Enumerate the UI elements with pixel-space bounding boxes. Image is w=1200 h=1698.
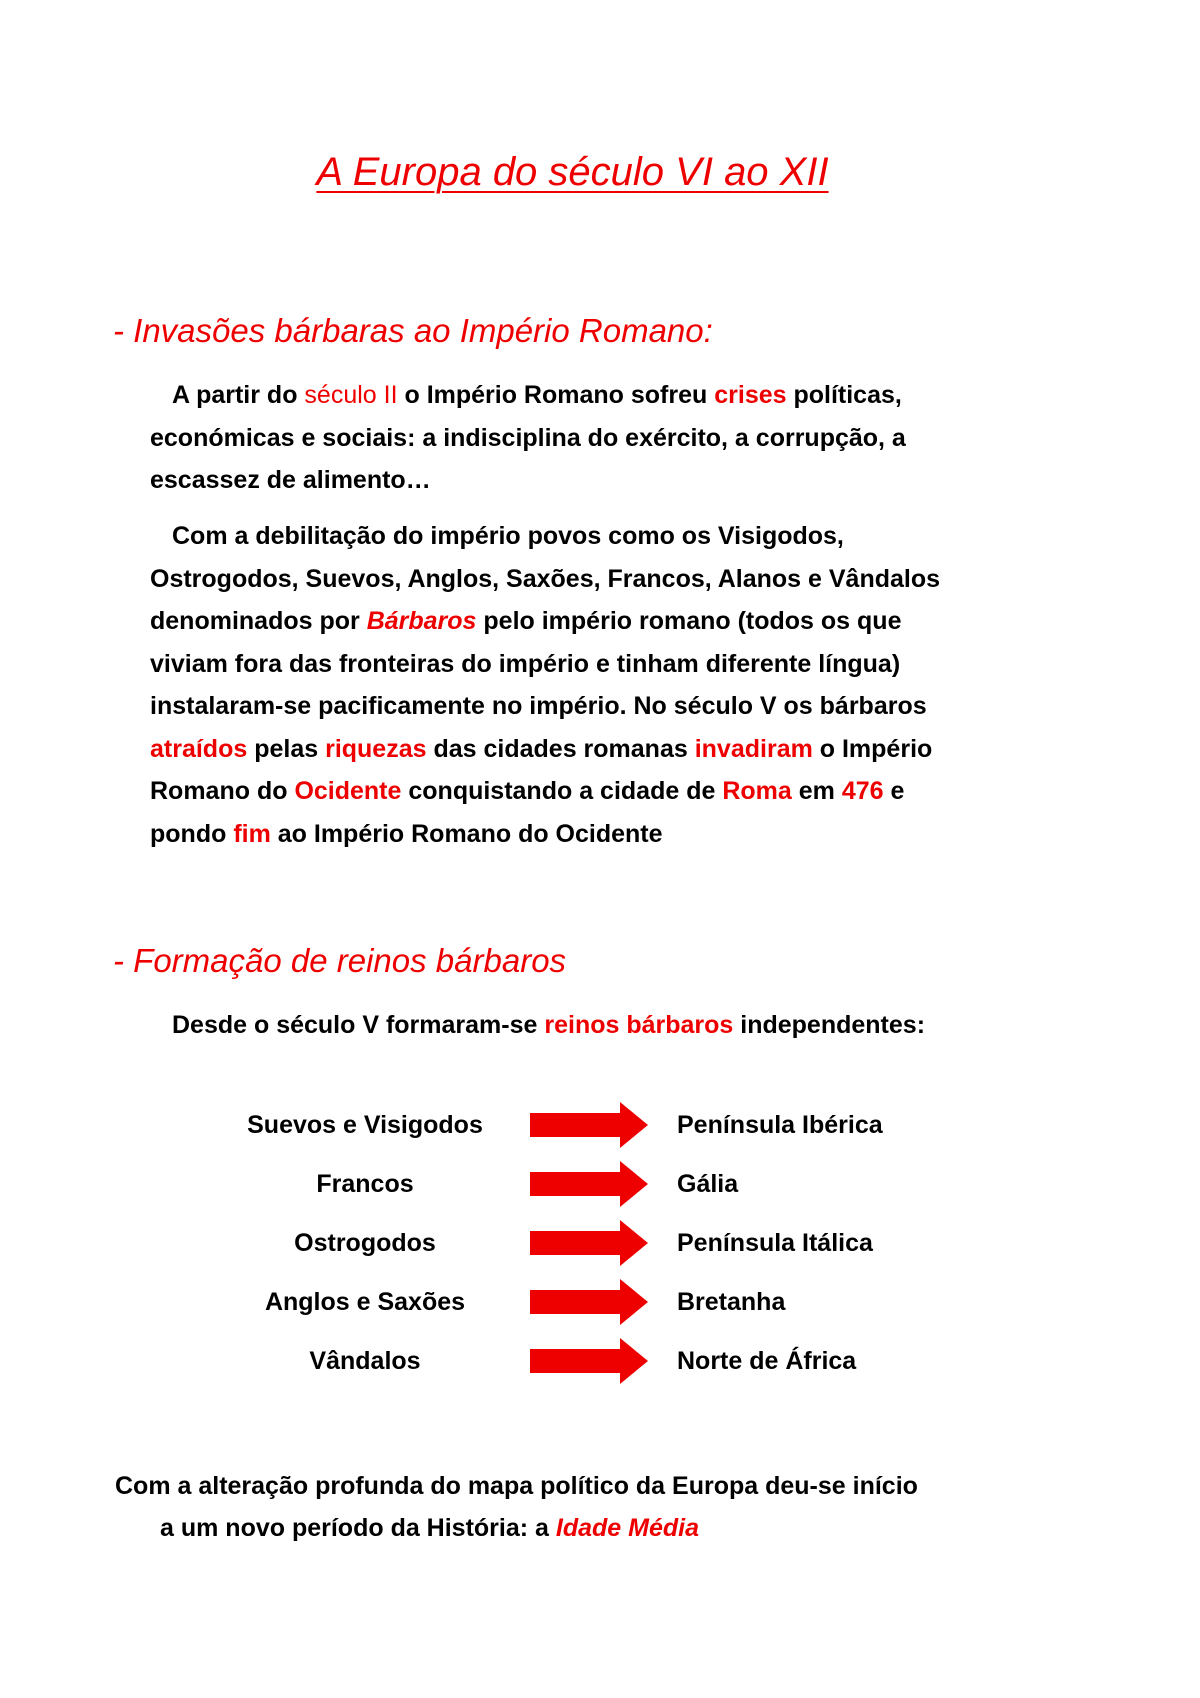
text-span: políticas, — [786, 381, 902, 409]
paragraph-line — [150, 728, 1050, 771]
text-span: pelas — [247, 734, 326, 763]
text-span: pondo — [150, 819, 234, 848]
paragraph-crises — [150, 374, 1050, 502]
text-span: a um novo período da História: a — [160, 1514, 556, 1542]
kingdom-place: Península Itálica — [677, 1229, 873, 1257]
highlight-atraidos: atraídos — [150, 734, 248, 763]
kingdom-row — [0, 1223, 1200, 1282]
conclusion-line: Com a alteração profunda do mapa político da Europa deu-se início — [115, 1472, 918, 1500]
paragraph-line — [150, 600, 1050, 643]
right-arrow-icon — [530, 1102, 648, 1148]
page-title: A Europa do século VI ao XII — [316, 150, 829, 194]
paragraph-line — [150, 770, 1050, 813]
paragraph-line — [150, 813, 1050, 856]
kingdom-place: Bretanha — [677, 1288, 786, 1316]
highlight-reinos-barbaros: reinos bárbaros — [544, 1011, 734, 1039]
kingdoms-list — [0, 1105, 1200, 1400]
highlight-riquezas: riquezas — [325, 734, 427, 763]
paragraph-kingdoms-intro — [150, 1004, 1050, 1047]
right-arrow-icon — [530, 1161, 648, 1207]
highlight-invadiram: invadiram — [694, 734, 813, 763]
highlight-barbaros: Bárbaros — [366, 607, 477, 635]
kingdom-people: Ostrogodos — [294, 1229, 436, 1257]
conclusion-paragraph — [115, 1465, 918, 1549]
kingdom-row — [0, 1105, 1200, 1164]
highlight-fim: fim — [233, 819, 271, 848]
highlight-crises: crises — [714, 381, 787, 409]
text-span: das cidades romanas — [426, 734, 695, 763]
text-span: Romano do — [150, 777, 295, 805]
text-span: e — [883, 777, 905, 805]
text-span: em — [791, 777, 842, 805]
highlight-476: 476 — [841, 777, 884, 805]
highlight-ocidente: Ocidente — [294, 777, 402, 805]
text-span: conquistando a cidade de — [401, 777, 723, 805]
paragraph-line: viviam fora das fronteiras do império e tinham diferente língua) — [150, 649, 901, 678]
conclusion-line — [115, 1507, 918, 1549]
kingdom-place: Norte de África — [677, 1347, 857, 1375]
text-span: o Império — [812, 734, 933, 763]
text-span: o Império Romano sofreu — [397, 381, 715, 409]
paragraph-line — [150, 1004, 1050, 1047]
kingdom-row — [0, 1341, 1200, 1400]
kingdom-place: Península Ibérica — [677, 1111, 883, 1139]
text-span: independentes: — [733, 1011, 926, 1039]
paragraph-line: Ostrogodos, Suevos, Anglos, Saxões, Francos, Alanos e Vândalos — [150, 564, 941, 593]
right-arrow-icon — [530, 1279, 648, 1325]
text-span: A partir do — [172, 381, 305, 409]
right-arrow-icon — [530, 1338, 648, 1384]
section-heading-kingdoms: - Formação de reinos bárbaros — [113, 942, 567, 979]
paragraph-barbarians — [150, 515, 1050, 855]
kingdom-place: Gália — [677, 1170, 739, 1198]
highlight-idade-media: Idade Média — [555, 1514, 699, 1542]
highlight-seculo-ii: século II — [304, 381, 398, 409]
kingdom-people: Anglos e Saxões — [264, 1288, 466, 1316]
right-arrow-icon — [530, 1220, 648, 1266]
section-heading-invasions: - Invasões bárbaras ao Império Romano: — [113, 312, 713, 349]
paragraph-line: Com a debilitação do império povos como os Visigodos, — [172, 522, 844, 550]
kingdom-people: Vândalos — [309, 1347, 421, 1375]
text-span: denominados por — [150, 607, 367, 635]
kingdom-people: Francos — [316, 1170, 414, 1198]
highlight-roma: Roma — [722, 777, 792, 805]
kingdom-row — [0, 1282, 1200, 1341]
paragraph-line — [150, 374, 1050, 417]
kingdom-people: Suevos e Visigodos — [247, 1111, 483, 1139]
text-span: Desde o século V formaram-se — [172, 1011, 545, 1039]
paragraph-line: instalaram-se pacificamente no império. No século V os bárbaros — [150, 692, 927, 720]
text-span: ao Império Romano do Ocidente — [270, 819, 663, 848]
paragraph-line: económicas e sociais: a indisciplina do exército, a corrupção, a — [150, 423, 906, 452]
paragraph-line: escassez de alimento… — [150, 466, 431, 494]
text-span: pelo império romano (todos os que — [476, 607, 902, 635]
kingdom-row — [0, 1164, 1200, 1223]
